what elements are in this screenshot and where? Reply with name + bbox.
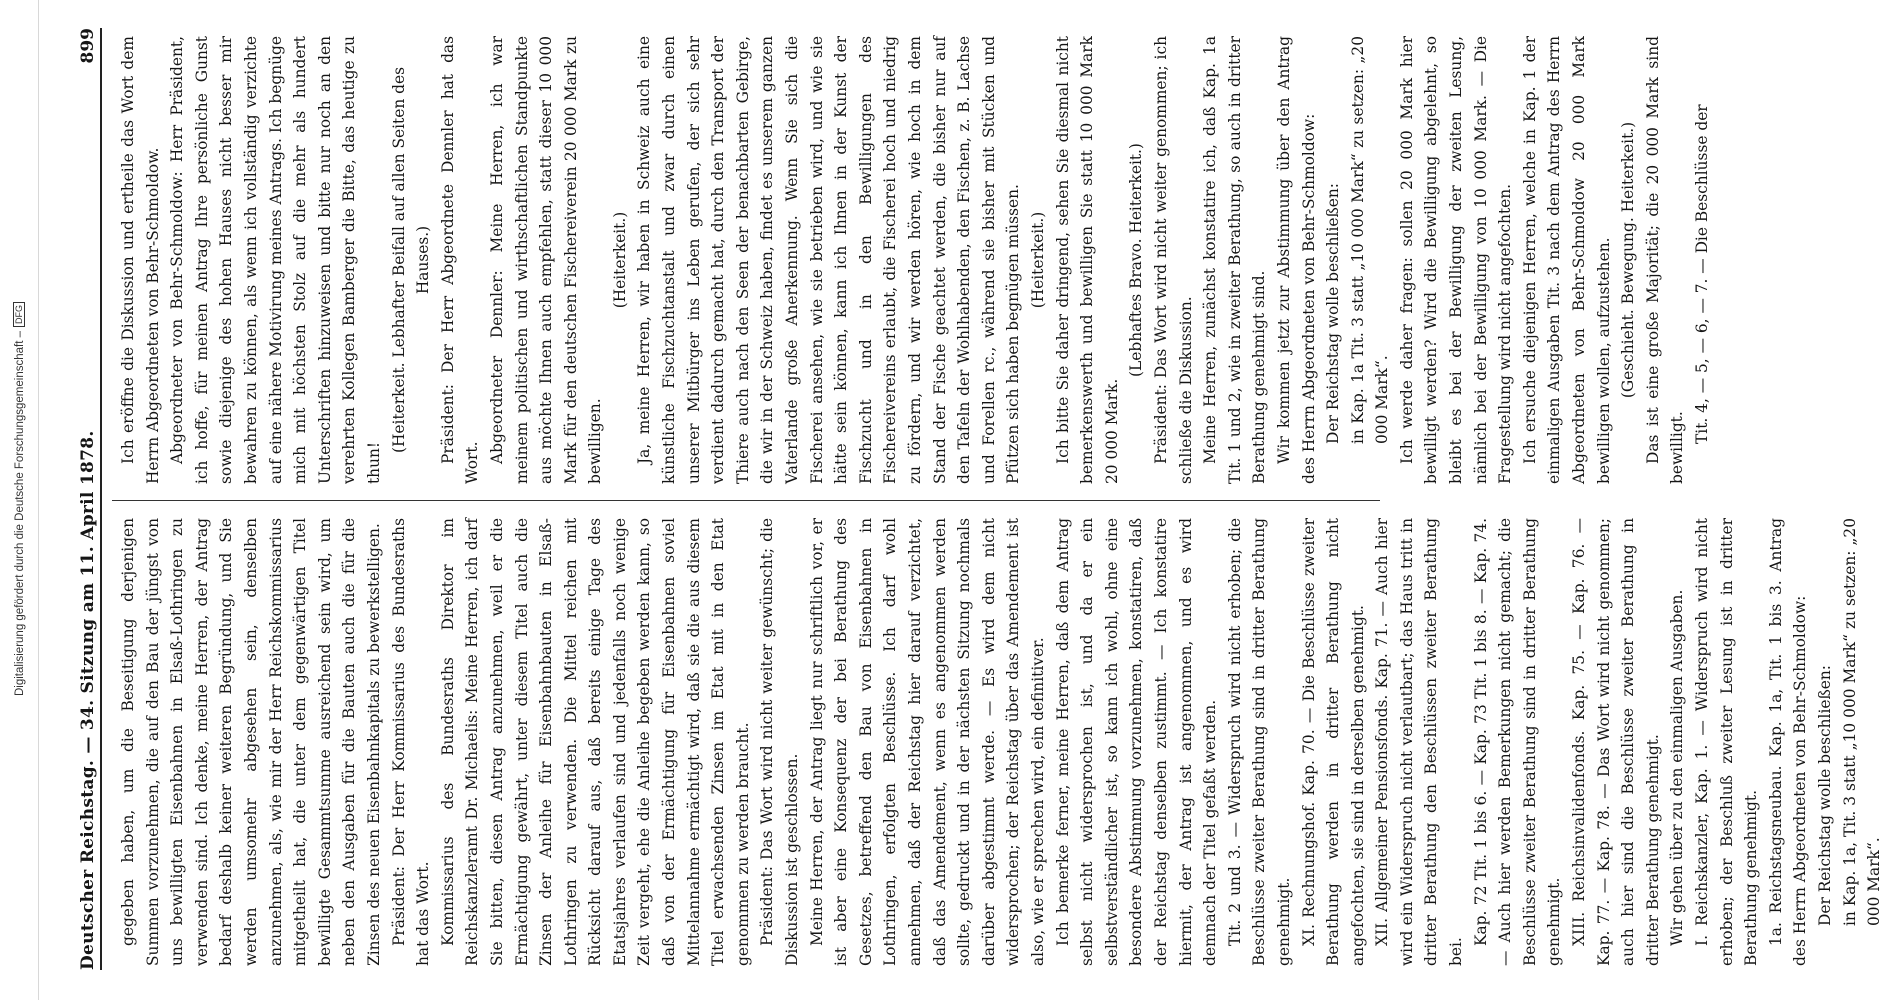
paragraph: (Heiterkeit.) [1028,211,1047,309]
paragraph: XIII. Reichsinvalidenfonds. Kap. 75. — Kap. 76. — Kap. 77. — Kap. 78. — Das Wort wird nicht genommen; auch hier sind die Beschlüsse zweiter Berathung in dritter Berathung genehmigt. [1570,518,1662,966]
digitization-text: Digitalisierung gefördert durch die Deutsche Forschungsgemeinschaft – [14,331,26,697]
paragraph: Das ist eine große Majorität; die 20 000 Mark sind bewilligt. [1643,36,1687,484]
paragraph: Präsident: Der Herr Kommissarius des Bundesraths hat das Wort. [389,518,433,966]
paragraph: Der Reichstag wolle beschließen: [1324,183,1343,444]
paragraph: Kommissarius des Bundesraths Direktor im Reichskanzleramt Dr. Michaelis: Meine Herren, ich darf Sie bitten, diesen Antrag anzunehmen, weil er die Ermächtigung gewährt, unter diesem Titel auch die Zinsen der Anleihe für Eisenbahnbauten in Elsaß-Lothringen zu verwenden. Die Mittel reichen mit Rücksicht darauf aus, daß bereits einige Tage des Etatsjahres verlaufen sind und jedenfalls noch wenige Zeit vergeht, ehe die Anleihe begeben werden kann, so daß von der Ermächtigung für Eisenbahnen soviel Mittelannahme ermächtigt wird, daß sie die aus diesem Titel erwachsenden Zinsen im Etat mit in den Etat genommen zu werden braucht. [438,518,752,966]
paragraph: I. Reichskanzler, Kap. 1. — Widerspruch wird nicht erhoben; der Beschluß zweiter Lesung ist in dritter Berathung genehmigt. [1693,518,1761,966]
paragraph: (Heiterkeit.) [610,211,629,309]
paragraph: Meine Herren, der Antrag liegt nur schriftlich vor, er ist aber eine Konsequenz der bei Berathung des Gesetzes, betreffend den Bau von Eisenbahnen in Lothringen, erfolgten Beschlüsse. Ich darf wohl annehmen, daß der Reichstag hier darauf verzichtet, daß das Amendement, wenn es angenommen werden sollte, gedruckt und in der nächsten Sitzung nochmals darüber abgestimmt werde. — Es wird dem nicht widersprochen; der Reichstag über das Amendement ist also, wie er sprechen wird, ein definitiver. [807,518,1047,966]
paragraph: Präsident: Das Wort wird nicht weiter genommen; ich schließe die Diskussion. [1151,36,1195,484]
paragraph: in Kap. 1a Tit. 3 statt „10 000 Mark“ zu setzen: „20 000 Mark“. [1348,36,1392,444]
page-header [64,28,102,970]
page-number: 899 [78,28,98,64]
paragraph: Ja, meine Herren, wir haben in Schweiz auch eine künstliche Fischzuchtanstalt und zwar durch einen unserer Mitbürger ins Leben gerufen, der sich sehr verdient dadurch gemacht hat, durch den Transport der Thiere auch nach den Seen der benachbarten Gebirge, die wir in der Schweiz haben, findet es unserem ganzen Vaterlande große Anerkennung. Wenn Sie sich die Fischerei ansehen, wie sie betrieben wird, und wie sie hätte sein können, kann ich Ihnen in der Kunst der Fischzucht und in den Bewilligungen des Fischereivereins erlaubt, die Fischerei hoch und niedrig zu fördern, und wir werden hören, wie hoch in dem Stand der Fische geachtet werden, die bisher nur auf den Tafeln der Wohlhabenden, den Fischen, z. B. Lachse und Forellen rc., während sie bisher mit Stücken und Pfützen sich haben begnügen müssen. [635,36,1023,484]
paragraph: Wir kommen jetzt zur Abstimmung über den Antrag des Herrn Abgeordneten von Behr-Schmoldow: [1274,36,1318,484]
paragraph: Ich ersuche diejenigen Herren, welche in Kap. 1 der einmaligen Ausgaben Tit. 3 nach dem Antrag des Herrn Abgeordneten von Behr-Schmoldow 20 000 Mark bewilligen wollen, aufzustehen. [1520,36,1613,484]
column-divider [112,500,1380,501]
paragraph: Präsident: Das Wort wird nicht weiter gewünscht; die Diskussion ist geschlossen. [758,518,802,966]
paragraph: Ich bemerke ferner, meine Herren, daß dem Antrag selbst nicht widersprochen ist, und da er ein selbstverständlicher ist, so kann ich wohl, ohne eine besondere Abstimmung vorzunehmen, konstatiren, daß der Reichstag denselben zustimmt. — Ich konstatire hiermit, der Antrag ist angenommen, und es wird demnach der Titel gefaßt werden. [1053,518,1220,966]
paragraph: Abgeordneter Dennler: Meine Herren, ich war meinem politischen und wirthschaftlichen Standpunkte aus möchte Ihnen auch empfehlen, statt dieser 10 000 Mark für den deutschen Fischereiverein 20 000 Mark zu bewilligen. [487,36,605,484]
paragraph: Kap. 72 Tit. 1 bis 6. — Kap. 73 Tit. 1 bis 8. — Kap. 74. — Auch hier werden Bemerkungen nicht gemacht; die Beschlüsse zweiter Berathung sind in dritter Berathung genehmigt. [1471,518,1564,966]
digitization-notice [9,29,31,969]
scanned-page [46,8,1884,990]
paragraph: Ich bitte Sie daher dringend, sehen Sie diesmal nicht bemerkenswerth und bewilligen Sie statt 10 000 Mark 20 000 Mark. [1053,36,1121,484]
paragraph: Ich eröffne die Diskussion und ertheile das Wort dem Herrn Abgeordneten von Behr-Schmoldow. [119,36,162,484]
paragraph: 1a. Reichstagsneubau. Kap. 1a, Tit. 1 bis 3. Antrag des Herrn Abgeordneten von Behr-Schmoldow: [1766,518,1810,966]
paragraph: (Heiterkeit. Lebhafter Beifall auf allen Seiten des Hauses.) [389,66,433,454]
paragraph: XII. Allgemeiner Pensionsfonds. Kap. 71. — Auch hier wird ein Widerspruch nicht verlautbart; das Haus tritt in dritter Berathung den Beschlüssen zweiter Berathung bei. [1373,518,1466,966]
text-column-right [116,36,1711,484]
paragraph: Wir gehen über zu den einmaligen Ausgaben. [1668,589,1687,946]
paragraph: Tit. 2 und 3. — Widerspruch wird nicht erhoben; die Beschlüsse zweiter Berathung sind in dritter Berathung genehmigt. [1225,518,1293,966]
paragraph: Tit. 4, — 5, — 6, — 7. — Die Beschlüsse der [1693,104,1711,444]
rotated-page [46,8,1884,990]
margin-strip [0,0,39,1000]
paragraph: Präsident: Der Herr Abgeordnete Dennler hat das Wort. [438,36,482,484]
text-column-left [116,518,1884,966]
paragraph: in Kap. 1a, Tit. 3 statt „10 000 Mark“ zu setzen: „20 000 Mark“. [1840,518,1884,926]
dfg-logo: DFG [13,302,25,327]
paragraph: Der Reichstag wolle beschließen: [1815,665,1834,926]
paragraph: XI. Rechnungshof. Kap. 70. — Die Beschlüsse zweiter Berathung werden in dritter Berathung nicht angefochten, sie sind in derselben genehmigt. [1299,518,1367,966]
paragraph: (Geschieht. Bewegung. Heiterkeit.) [1619,121,1638,399]
paragraph: (Lebhaftes Bravo. Heiterkeit.) [1127,143,1146,377]
paragraph: Meine Herren, zunächst konstatire ich, daß Kap. 1a Tit. 1 und 2, wie in zweiter Berathung, so auch in dritter Berathung genehmigt sind. [1201,36,1269,484]
header-title: Deutscher Reichstag. — 34. Sitzung am 11. April 1878. [78,430,98,970]
paragraph: Abgeordneter von Behr-Schmoldow: Herr Präsident, ich hoffe, für meinen Antrag Ihre persönliche Gunst sowie diejenige des hohen Hauses nicht besser mir bewahren zu können, als wenn ich vollständig verzichte auf eine nähere Motivirung meines Antrags. Ich begnüge mich mit höchsten Stolz auf die mehr als hundert Unterschriften hinzuweisen und bitte nur noch an den verehrten Kollegen Bamberger die Bitte, das heutige zu thun! [168,36,383,484]
paragraph: gegeben haben, um die Beseitigung derjenigen Summen vorzunehmen, die auf den Bau der jüngst von uns bewilligten Eisenbahnen in Elsaß-Lothringen zu verwenden sind. Ich denke, meine Herren, der Antrag bedarf deshalb keiner weiteren Begründung, und Sie werden umsomehr abgesehen sein, denselben anzunehmen, als, wie mir der Herr Reichskommissarius mitgetheilt hat, die unter dem gegenwärtigen Titel bewilligte Gesammtsumme ausreichend sein wird, um neben den Ausgaben für die Bauten auch die für die Zinsen des neuen Eisenbahnkapitals zu bewerkstelligen. [119,518,383,966]
paragraph: Ich werde daher fragen: sollen 20 000 Mark hier bewilligt werden? Wird die Bewilligung abgelehnt, so bleibt es bei der Bewilligung der zweiten Lesung, nämlich bei der Bewilligung von 10 000 Mark. — Die Fragestellung wird nicht angefochten. [1397,36,1515,484]
